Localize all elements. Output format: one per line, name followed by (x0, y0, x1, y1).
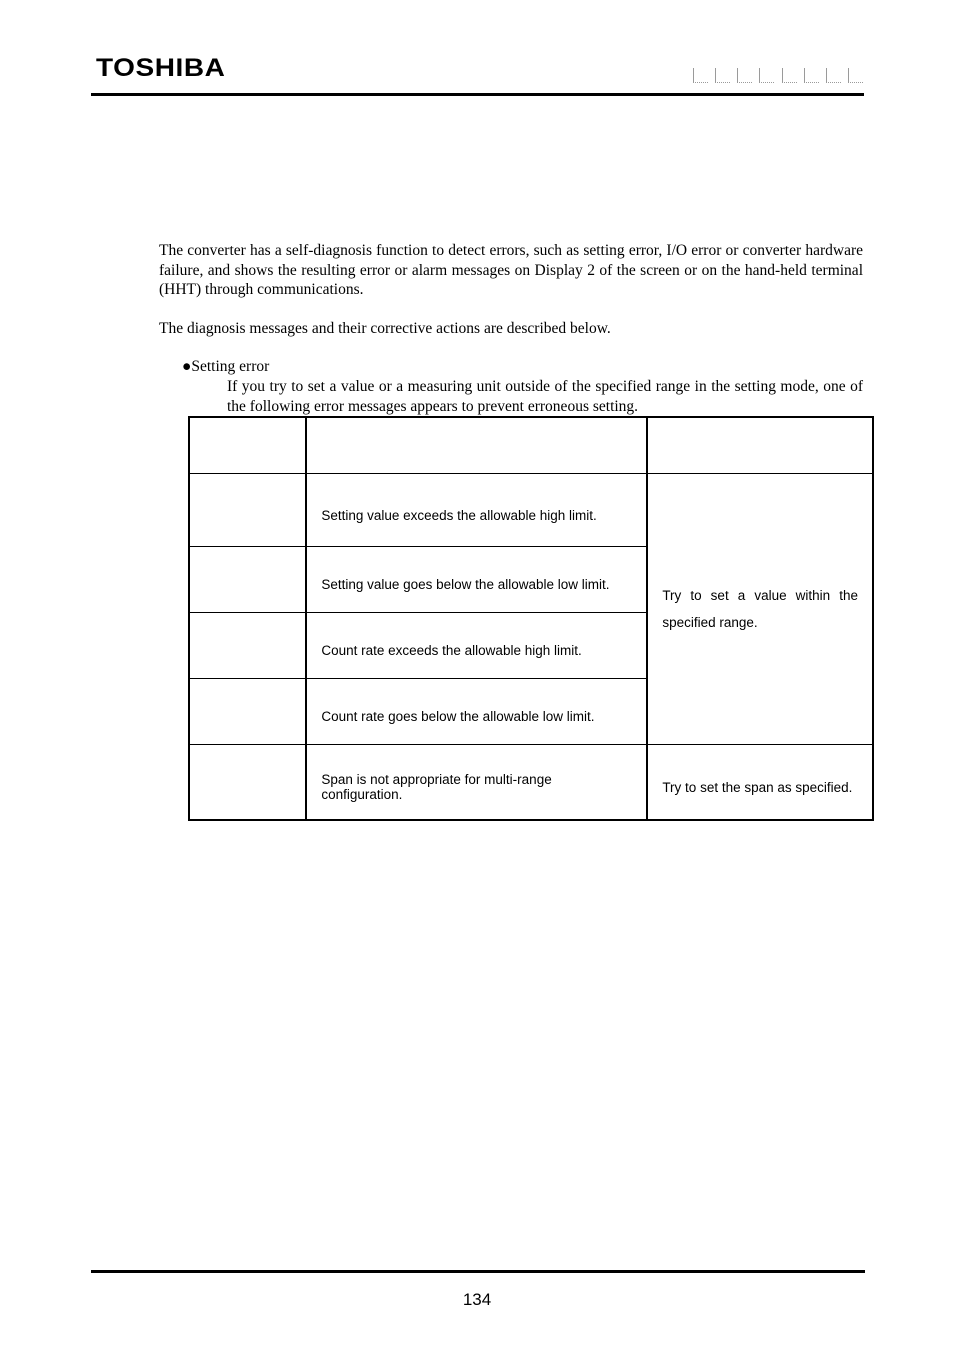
message-cell (189, 745, 306, 821)
message-cell (189, 474, 306, 547)
header-cell-action (647, 417, 873, 474)
setting-error-text: If you try to set a value or a measuring unit outside of the specified range in the setting mode, one of the following error messages appears to prevent erroneous setting. (227, 378, 863, 415)
header-cell-description (306, 417, 647, 474)
document-code-boxes (693, 68, 863, 84)
page-number: 134 (462, 1290, 492, 1309)
header-rule (91, 93, 864, 96)
description-cell: Setting value goes below the allowable low limit. (306, 547, 647, 613)
toshiba-logo: TOSHIBA (96, 54, 226, 82)
message-cell (189, 613, 306, 679)
doc-code-cell (804, 68, 819, 83)
doc-code-cell (693, 68, 708, 83)
intro-paragraph: The converter has a self-diagnosis function to detect errors, such as setting error, I/O error or converter hardware failure, and shows the resulting error or alarm messages on Display 2 of the screen or on the hand-held terminal (HHT) through communications. (159, 242, 863, 298)
description-cell: Count rate exceeds the allowable high limit. (306, 613, 647, 679)
table-header-row (189, 417, 873, 474)
doc-code-cell (715, 68, 730, 83)
header-cell-message (189, 417, 306, 474)
doc-code-cell (848, 68, 863, 83)
doc-code-cell (826, 68, 841, 83)
error-message-table (188, 416, 874, 821)
message-cell (189, 679, 306, 745)
description-cell: Count rate goes below the allowable low limit. (306, 679, 647, 745)
doc-code-cell (737, 68, 752, 83)
description-cell: Span is not appropriate for multi-range configuration. (306, 745, 647, 821)
footer-rule (91, 1270, 865, 1273)
diagnosis-paragraph: The diagnosis messages and their corrective actions are described below. (159, 320, 611, 337)
table-row (189, 745, 873, 821)
doc-code-cell (782, 68, 797, 83)
setting-error-bullet: ●Setting error (182, 358, 270, 375)
message-cell (189, 547, 306, 613)
table-row (189, 474, 873, 547)
doc-code-cell (759, 68, 774, 83)
action-cell: Try to set a value within the specified range. (647, 474, 873, 745)
description-cell: Setting value exceeds the allowable high limit. (306, 474, 647, 547)
action-cell: Try to set the span as specified. (647, 745, 873, 821)
